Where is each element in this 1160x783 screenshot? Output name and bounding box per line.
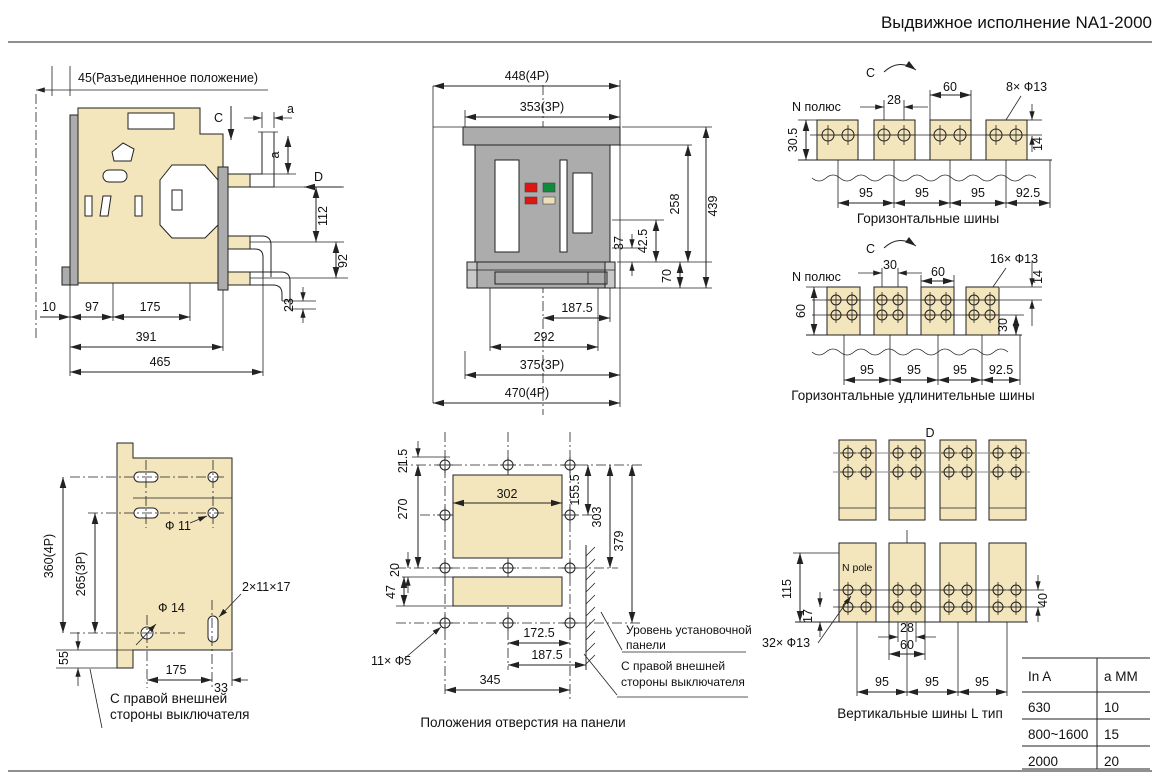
dim-465-label: 465 [149, 355, 171, 369]
dim-187-5-label: 187.5 [531, 648, 563, 662]
section-c-label: C [214, 111, 224, 125]
dim-95-label: 95 [875, 675, 889, 689]
dim-112-label: 112 [316, 206, 330, 226]
dim-292-label: 292 [533, 330, 555, 344]
dim-302-label: 302 [496, 487, 518, 501]
front-view [433, 69, 720, 415]
table-cell: 10 [1104, 700, 1120, 715]
slot-callout: 2×11×17 [242, 580, 291, 594]
plate-note-line1: С правой внешней [110, 691, 228, 706]
dim-30r-label: 30 [996, 318, 1010, 332]
dim-155-5-label: 155.5 [568, 474, 582, 506]
vertical-bus-view [762, 426, 1050, 721]
right-note-line1: С правой внешней [621, 659, 726, 673]
view-caption: Положения отверстия на панели [420, 715, 626, 730]
table-header-current: In A [1028, 669, 1052, 684]
hole [562, 615, 578, 631]
level-note-line2: панели [626, 638, 666, 652]
dim-14-label: 14 [1031, 270, 1045, 284]
dim-a-top-label: a [287, 102, 294, 116]
table-cell: 2000 [1028, 754, 1059, 769]
dim-265-label: 265(3P) [74, 551, 88, 597]
dim-175-label: 175 [165, 663, 187, 677]
view-caption: Горизонтальные удлинительные шины [791, 388, 1035, 403]
dim-470-label: 470(4P) [504, 386, 550, 400]
dim-97-label: 97 [85, 300, 99, 314]
panel-holes-view [371, 432, 752, 730]
rotate-c-label: C [866, 66, 876, 80]
dim-95-label: 95 [907, 363, 921, 377]
rotate-c-label: C [866, 242, 876, 256]
holes-callout: 11× Ф5 [371, 654, 412, 668]
horizontal-ext-bus-view [791, 240, 1045, 403]
dim-20-label: 20 [388, 563, 402, 577]
holes-callout: 32× Ф13 [762, 636, 811, 650]
dim-60v-label: 60 [794, 304, 808, 318]
dim-95-label: 95 [953, 363, 967, 377]
dim-28-label: 28 [900, 621, 914, 635]
dim-17-label: 17 [801, 609, 815, 623]
hole [562, 560, 578, 576]
dim-95-label: 95 [860, 363, 874, 377]
dim-375-label: 375(3P) [519, 358, 565, 372]
dim-175-label: 175 [139, 300, 161, 314]
dim-439-label: 439 [706, 195, 720, 217]
hole [562, 457, 578, 473]
page-title: Выдвижное исполнение NA1-2000 [880, 13, 1152, 32]
dim-14-label: 14 [1031, 137, 1045, 151]
n-pole-label: N полюс [792, 100, 841, 114]
dim-92-5-label: 92.5 [1015, 186, 1041, 200]
n-pole-label: N полюс [792, 270, 841, 284]
plate-note-line2: стороны выключателя [110, 707, 250, 722]
horizontal-bus-view [786, 64, 1052, 226]
hole [437, 457, 453, 473]
table-cell: 630 [1028, 700, 1051, 715]
dim-270-label: 270 [396, 498, 410, 520]
hole [437, 507, 453, 523]
right-note-line2: стороны выключателя [621, 675, 745, 689]
dim-448-label: 448(4P) [504, 69, 550, 83]
f14-callout: Ф 14 [158, 601, 185, 615]
side-view [36, 66, 350, 376]
dim-95-label: 95 [975, 675, 989, 689]
dim-303-label: 303 [590, 506, 604, 528]
hole [562, 507, 578, 523]
dim-353-label: 353(3P) [519, 100, 565, 114]
dim-95-label: 95 [915, 186, 929, 200]
dim-60-label: 60 [943, 80, 957, 94]
f11-callout: Ф 11 [165, 519, 191, 533]
dim-40-label: 40 [1036, 593, 1050, 607]
dim-92-label: 92 [336, 254, 350, 268]
dim-379-label: 379 [612, 530, 626, 552]
dim-60-label: 60 [900, 638, 914, 652]
dim-115-label: 115 [780, 579, 794, 599]
table-cell: 15 [1104, 727, 1120, 742]
view-caption: Горизонтальные шины [856, 211, 1000, 226]
dim-37-label: 37 [612, 236, 626, 250]
dim-28-label: 28 [887, 93, 901, 107]
dim-92-5-label: 92.5 [988, 363, 1014, 377]
dim-47-label: 47 [384, 585, 398, 599]
dim-258-label: 258 [668, 193, 682, 215]
dim-a-side-label: a [268, 151, 282, 159]
dim-360-label: 360(4P) [42, 533, 56, 579]
hole [500, 560, 516, 576]
dim-21-5-label: 21.5 [396, 448, 410, 474]
hole [437, 560, 453, 576]
hole [500, 457, 516, 473]
table-cell: 800~1600 [1028, 727, 1089, 742]
table-cell: 20 [1104, 754, 1120, 769]
hole [500, 615, 516, 631]
dim-60-label: 60 [931, 265, 945, 279]
dim-55-label: 55 [57, 651, 71, 665]
dim-33-label: 33 [214, 681, 228, 695]
n-pole-label: N pole [842, 562, 873, 574]
dim-391-label: 391 [135, 330, 157, 344]
spec-table [1022, 658, 1150, 769]
level-note-line1: Уровень установочной [626, 623, 752, 637]
section-d-label: D [925, 426, 935, 440]
dim-30-5-label: 30.5 [786, 127, 800, 153]
dim-70-label: 70 [660, 269, 674, 283]
dim-95-label: 95 [971, 186, 985, 200]
dim-172-5-label: 172.5 [523, 626, 555, 640]
view-caption: Вертикальные шины L тип [837, 706, 1003, 721]
mounting-plate-view [42, 443, 290, 728]
holes-callout: 16× Ф13 [990, 252, 1039, 266]
dim-95-label: 95 [859, 186, 873, 200]
table-header-a: a MM [1104, 669, 1138, 684]
section-d-label: D [314, 170, 324, 184]
dim-30-label: 30 [883, 258, 897, 272]
dim-95-label: 95 [925, 675, 939, 689]
hatch-marks [586, 547, 595, 664]
dim-345-label: 345 [479, 673, 501, 687]
dim-187-5-label: 187.5 [561, 301, 593, 315]
dim-42-5-label: 42.5 [636, 228, 650, 254]
dim-10-label: 10 [42, 300, 56, 314]
dim-45-label: 45(Разъединенное положение) [78, 71, 259, 85]
dim-23-label: 23 [282, 298, 296, 312]
holes-callout: 8× Ф13 [1006, 80, 1048, 94]
